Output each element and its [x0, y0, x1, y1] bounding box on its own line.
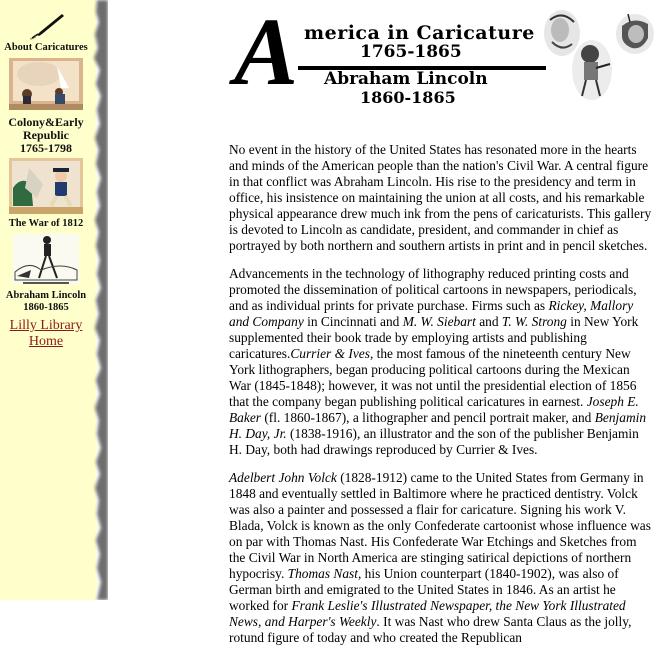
- text: . It was Nast who drew Santa Claus as the jolly, rotund figure of today and who created the Republican: [229, 614, 632, 645]
- banner-initial: A: [234, 0, 299, 105]
- text: in New York supplemented their book trade by employing artists and publishing caricatures.: [229, 314, 639, 361]
- nav-about-caricatures[interactable]: [0, 0, 92, 54]
- sidebar-nav: [0, 0, 92, 350]
- quill-pen-icon: [26, 12, 66, 40]
- intro-paragraph: No event in the history of the United States has resonated more in the hearts and minds of the American people than the nation's Civil War. A central figure in that conflict was Abraham Lincoln. His rise to the presidency and term in office, his insistence on maintaining the union at all costs, and his remarkable physical appearance drew much ink from the pens of caricaturists. This gallery is devoted to Lincoln as candidate, president, and commander in chief as portrayed by both northern and southern artists in print and in pencil sketches.: [229, 142, 652, 253]
- caption-line: 1765-1798: [20, 141, 72, 155]
- publication-names: Frank Leslie's Illustrated Newspaper, the New York Illustrated News, and Harper's Weekly: [229, 598, 626, 629]
- caption-line: Colony&Early: [8, 115, 84, 129]
- artist-name: Joseph E. Baker: [229, 394, 639, 425]
- artist-name: Benjamin H. Day, Jr.: [229, 410, 647, 441]
- text: (1838-1916), an illustrator and the son of the publisher Benjamin H. Day, both had drawings reproduced by Currier & Ives.: [229, 426, 639, 457]
- lithography-paragraph: [229, 266, 654, 458]
- nav-caption: [0, 116, 92, 155]
- banner-date-range: 1765-1865: [360, 42, 462, 62]
- firm-name: T. W. Strong: [501, 314, 567, 329]
- nav-caption: About Caricatures: [4, 42, 88, 53]
- nav-caption: [0, 290, 92, 314]
- colony-cartoon-thumbnail: [9, 58, 83, 110]
- text: , the most famous of the nineteenth century New York lithographers, began producing political cartoons during the Mexican War (1845-1848); however, it was not until the presidential election of 1856 that the company began publishing political caricatures in earnest.: [229, 346, 637, 409]
- caption-line: Republic: [22, 128, 69, 142]
- portrait-caricature-lincoln: [614, 12, 656, 56]
- artist-name: Adelbert John Volck: [229, 470, 337, 485]
- caption-line: 1860-1865: [23, 302, 69, 313]
- text: (1828-1912) came to the United States from Germany in 1848 and eventually settled in Baltimore where he practiced dentistry. Volck was also a painter and possessed a flair for caricature. Signing his work V. Blada, Volck is known as the only Confederate cartoonist whose influence was on par with Thomas Nast. His Confederate War Etchings and Sketches from the Civil War in North America are stinging satirical depictions of northern hypocrisy.: [229, 470, 651, 581]
- nav-colony-early-republic[interactable]: [0, 58, 92, 155]
- text: in Cincinnati and: [303, 314, 403, 329]
- text: and: [475, 314, 502, 329]
- main-content: [229, 142, 654, 658]
- banner-subtitle-dates: 1860-1865: [360, 88, 456, 107]
- portrait-caricature-2: [570, 38, 614, 102]
- page-banner: [232, 0, 656, 108]
- text: , his Union counterpart (1840-1902), was also of German birth and emigrated to the United States in 1846. As an artist he worked for: [229, 566, 619, 613]
- banner-title: merica in Caricature: [304, 22, 535, 44]
- link-line: Home: [28, 334, 64, 349]
- nav-abraham-lincoln[interactable]: [0, 232, 92, 314]
- banner-subtitle: Abraham Lincoln: [324, 69, 488, 89]
- firm-name: Rickey, Mallory and Company: [229, 298, 634, 329]
- nav-caption: The War of 1812: [8, 218, 84, 229]
- nav-war-of-1812[interactable]: [0, 158, 92, 230]
- lincoln-cartoon-thumbnail: [11, 232, 81, 288]
- war-of-1812-thumbnail: [9, 158, 83, 214]
- text: Advancements in the technology of lithography reduced printing costs and promoted the dissemination of political cartoons in newspapers, periodicals, and as individual prints for private purchase. Firms such as: [229, 266, 637, 313]
- link-line: Lilly Library: [9, 318, 83, 333]
- firm-name: Currier & Ives: [290, 346, 370, 361]
- artists-paragraph: [229, 470, 654, 646]
- firm-name: M. W. Siebart: [402, 314, 476, 329]
- caption-line: Abraham Lincoln: [5, 290, 87, 301]
- lilly-library-home-link[interactable]: [0, 318, 92, 350]
- text: (fl. 1860-1867), a lithographer and pencil portrait maker, and: [260, 410, 595, 425]
- artist-name: Thomas Nast: [287, 566, 358, 581]
